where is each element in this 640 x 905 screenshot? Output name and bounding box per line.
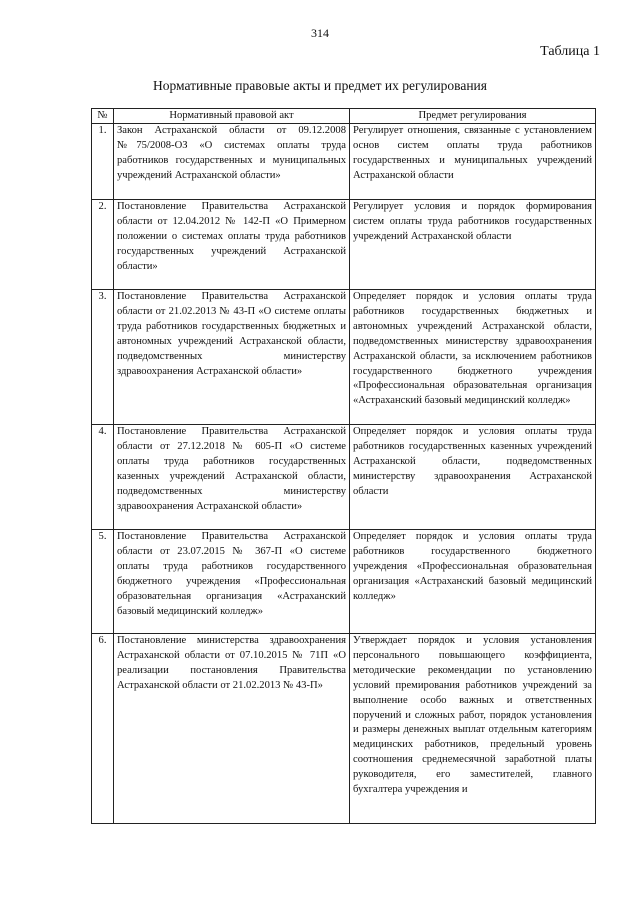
- subject-cell: [350, 290, 596, 425]
- row-number: 5.: [92, 530, 114, 634]
- document-title: Нормативные правовые акты и предмет их регулирования: [153, 78, 487, 93]
- table-header: [92, 109, 596, 124]
- row-number: 3.: [92, 290, 114, 425]
- table-row: [92, 425, 596, 530]
- subject-cell: [350, 634, 596, 824]
- row-number: 2.: [92, 200, 114, 290]
- subject-cell: [350, 425, 596, 530]
- act-text: Постановление министерства здравоохранения Астраханской области от 07.10.2015 № 71П «О реализации постановления Правительства Астраханской области от 21.02.2013 № 43-П»: [117, 635, 346, 691]
- act-cell: [114, 290, 350, 425]
- table-row: [92, 200, 596, 290]
- act-cell: [114, 530, 350, 634]
- subject-text: Утверждает порядок и условия установления персонального повышающего коэффициента, методические рекомендации по установлению условий премирования работников учреждений за выполнение особо важных и ответственных поручений и сложных работ, порядок установления и размеры денежных выплат отдельным категориям медицинских работников, предельный уровень соотношения среднемесячной заработной платы руководителя, его заместителей, главного бухгалтера учреждения и: [353, 635, 592, 796]
- header-subject: Предмет регулирования: [350, 109, 596, 124]
- table-label: Таблица 1: [540, 44, 600, 59]
- act-cell: [114, 425, 350, 530]
- act-text: Постановление Правительства Астраханской области от 27.12.2018 № 605-П «О системе оплаты труда работников государственных казенных учреждений Астраханской области, подведомственных министерству здравоохранения Астраханской области»: [117, 426, 346, 512]
- table-row: [92, 634, 596, 824]
- act-text: Постановление Правительства Астраханской области от 23.07.2015 № 367-П «О системе оплаты труда работников государственного бюджетного учреждения «Профессиональная образовательная организация «Астраханский базовый медицинский колледж»: [117, 531, 346, 617]
- page-number: 314: [311, 26, 329, 40]
- act-text: Постановление Правительства Астраханской области от 21.02.2013 № 43-П «О системе оплаты труда работников государственных бюджетных и автономных учреждений Астраханской области, подведомственных министерству здравоохранения Астраханской области»: [117, 291, 346, 377]
- subject-text: Определяет порядок и условия оплаты труда работников государственного бюджетного учреждения «Профессиональная образовательная организация «Астраханский базовый медицинский колледж»: [353, 531, 592, 602]
- subject-text: Определяет порядок и условия оплаты труда работников государственных казенных учреждений Астраханской области, подведомственных министерству здравоохранения Астраханской области: [353, 426, 592, 497]
- act-text: Закон Астраханской области от 09.12.2008 №75/2008-ОЗ «О системах оплаты труда работников государственных и муниципальных учреждений Астраханской области»: [117, 125, 346, 181]
- table-row: [92, 530, 596, 634]
- row-number: 6.: [92, 634, 114, 824]
- subject-cell: [350, 200, 596, 290]
- header-act: Нормативный правовой акт: [114, 109, 350, 124]
- subject-text: Определяет порядок и условия оплаты труда работников государственных бюджетных и автономных учреждений Астраханской области, подведомственных министерству здравоохранения Астраханской области, за исключением работников государственного бюджетного учреждения «Профессиональная образовательная организация «Астраханский базовый медицинский колледж»: [353, 291, 592, 407]
- subject-text: Регулирует отношения, связанные с установлением основ систем оплаты труда работников государственных и муниципальных учреждений Астраханской области: [353, 125, 592, 181]
- row-number: 4.: [92, 425, 114, 530]
- act-cell: [114, 634, 350, 824]
- subject-cell: [350, 124, 596, 200]
- act-cell: [114, 200, 350, 290]
- acts-table: [91, 108, 596, 824]
- table-row: [92, 290, 596, 425]
- header-number: №: [92, 109, 114, 124]
- act-text: Постановление Правительства Астраханской области от 12.04.2012 № 142-П «О Примерном положении о системах оплаты труда работников государственных учреждений Астраханской области»: [117, 201, 346, 272]
- act-cell: [114, 124, 350, 200]
- row-number: 1.: [92, 124, 114, 200]
- table-row: [92, 124, 596, 200]
- subject-text: Регулирует условия и порядок формирования систем оплаты труда работников государственных учреждений Астраханской области: [353, 201, 592, 242]
- subject-cell: [350, 530, 596, 634]
